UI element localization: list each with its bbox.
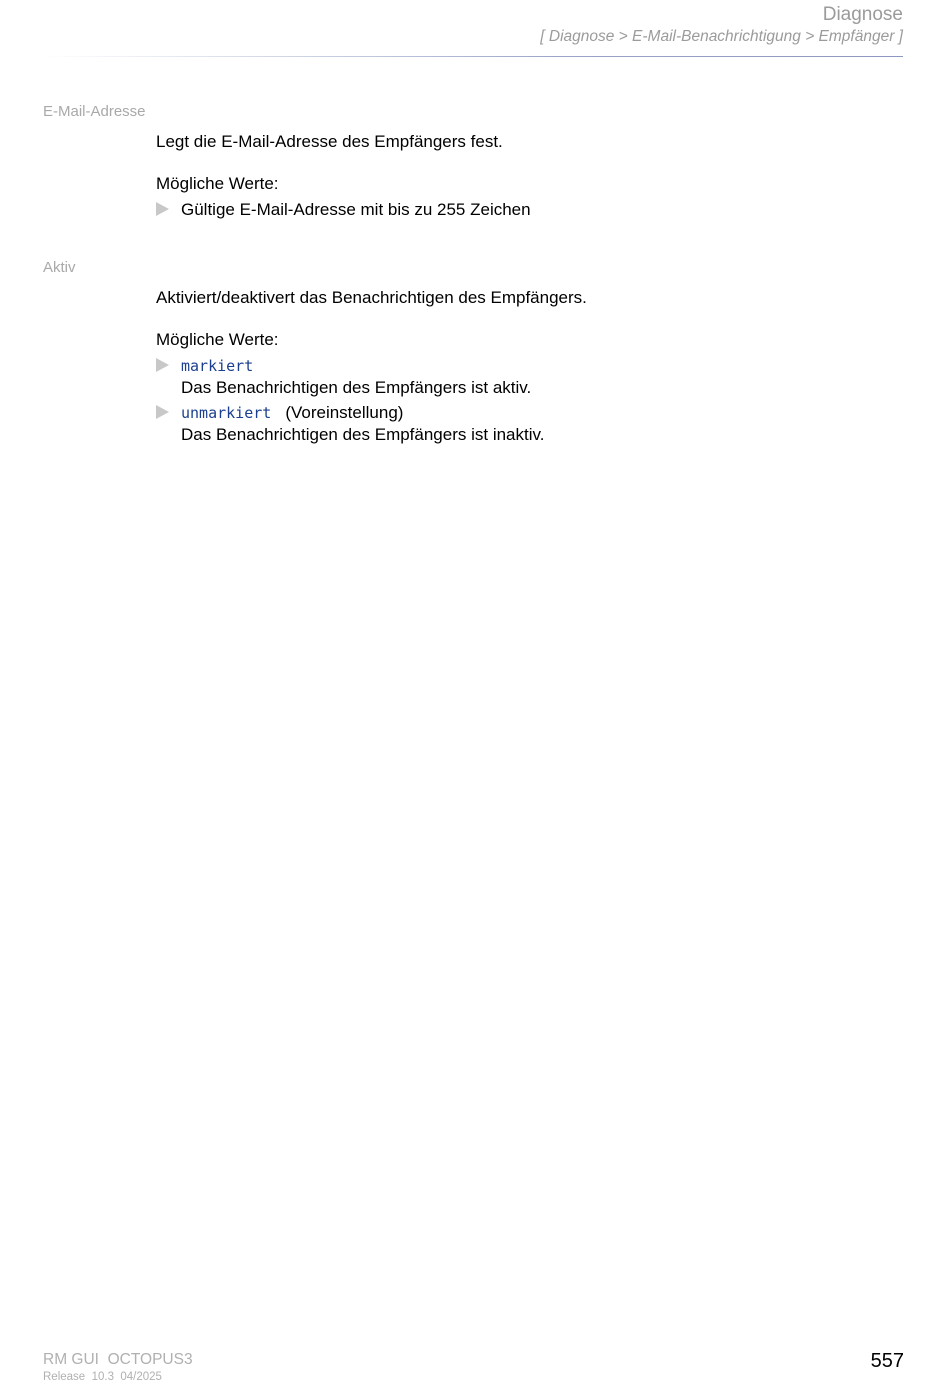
page-number: 557 [870,1350,904,1372]
bullet-arrow-icon [156,358,169,372]
bullet-arrow-icon [156,405,169,419]
values-label: Mögliche Werte: [156,174,279,193]
page-header [540,4,903,47]
value-description: Das Benachrichtigen des Empfängers ist aktiv. [181,378,532,397]
value-description: Das Benachrichtigen des Empfängers ist inaktiv. [181,425,545,444]
value-text: Gültige E-Mail-Adresse mit bis zu 255 Zeichen [181,200,531,219]
value-code: unmarkiert [181,404,272,422]
list-item [156,199,531,220]
page-footer [43,1351,193,1385]
footer-release: Release 10.3 04/2025 [43,1371,162,1383]
param-description: Aktiviert/deaktivert das Benachrichtigen des Empfängers. [156,288,587,307]
breadcrumb: [ Diagnose > E-Mail-Benachrichtigung > Empfänger ] [540,28,903,45]
values-label: Mögliche Werte: [156,330,279,349]
bullet-arrow-icon [156,202,169,216]
default-note: (Voreinstellung) [285,403,404,422]
header-divider [45,56,903,57]
list-item [156,355,531,398]
param-description: Legt die E-Mail-Adresse des Empfängers fest. [156,132,503,151]
list-item [156,402,544,445]
footer-product: RM GUI OCTOPUS3 [43,1351,193,1368]
param-name-aktiv: Aktiv [43,259,76,276]
param-name-email: E-Mail-Adresse [43,103,146,120]
chapter-title: Diagnose [822,4,903,25]
value-code: markiert [181,357,254,375]
